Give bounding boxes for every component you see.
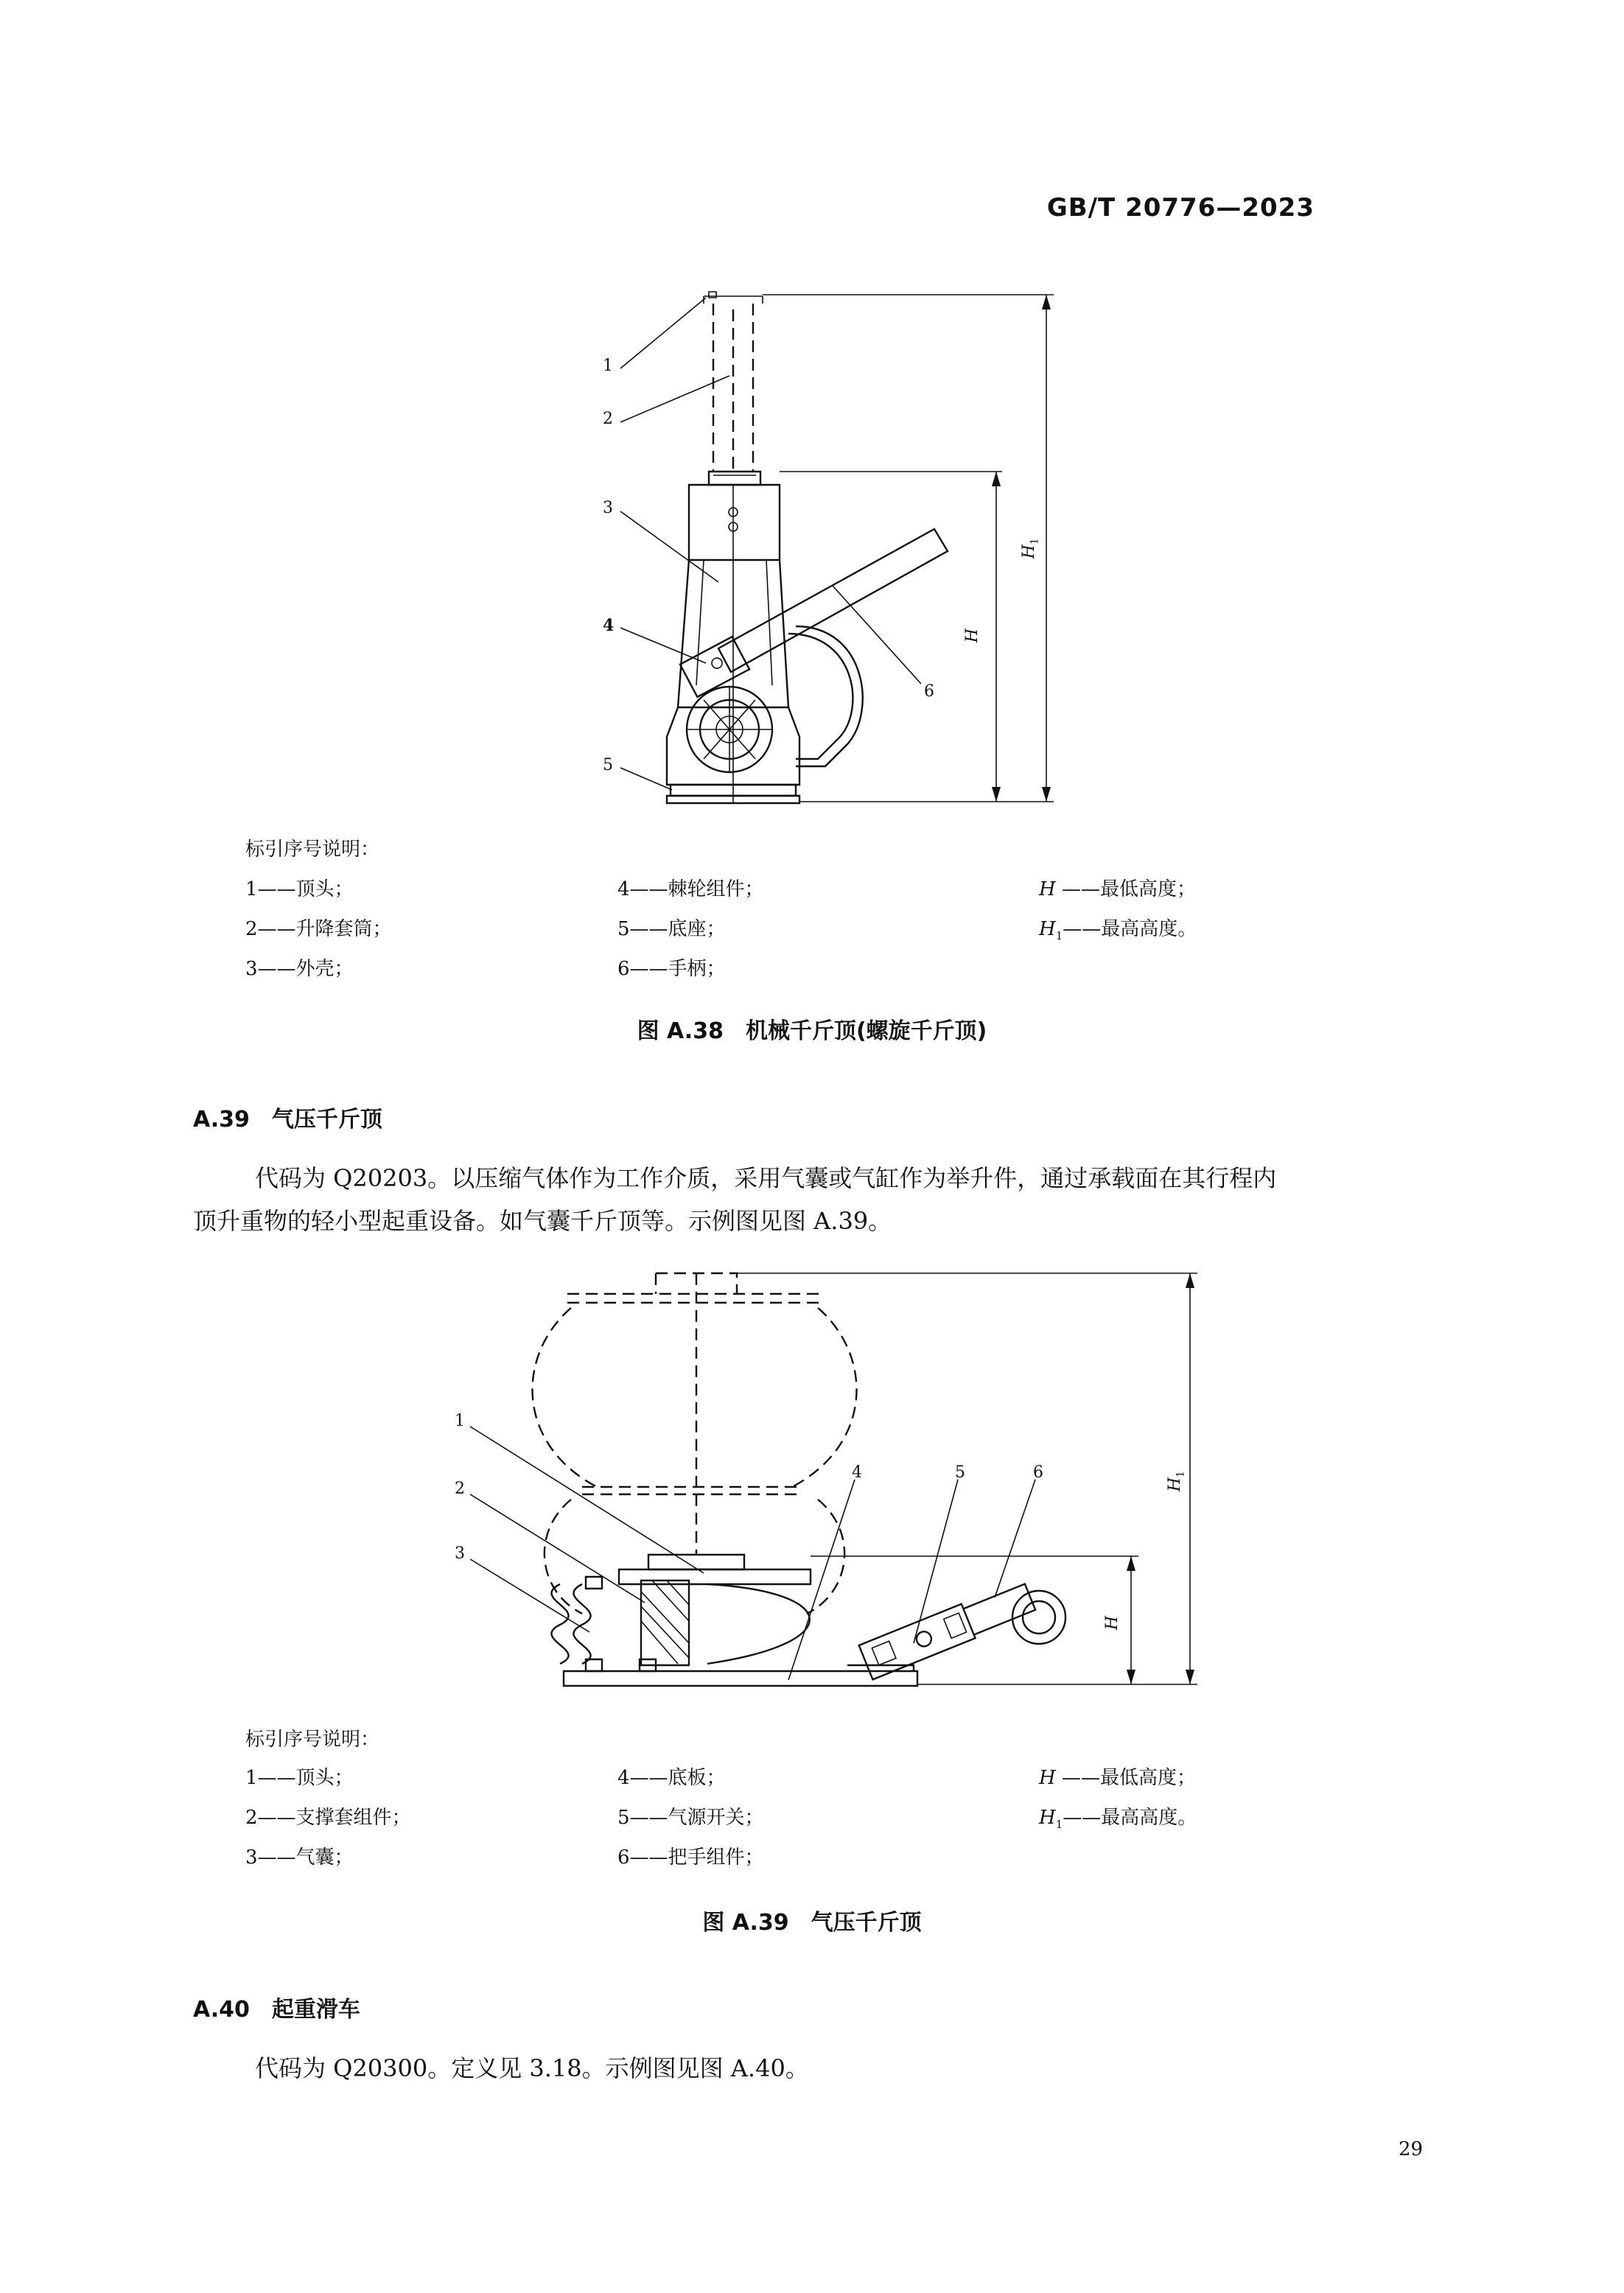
fig38-legend-item: 1——顶头；	[245, 878, 354, 900]
fig38-legend-item: 6——手柄；	[617, 958, 726, 980]
fig39-callout-6: 6	[1033, 1463, 1043, 1482]
fig39-legend-item: 6——把手组件；	[617, 1846, 764, 1869]
fig38-callout-2: 2	[603, 410, 613, 428]
fig38-callout-5: 5	[603, 756, 613, 774]
fig38-callout-1: 1	[603, 357, 613, 375]
fig38-legend-item: 4——棘轮组件；	[617, 878, 764, 900]
fig38-callout-6: 6	[924, 682, 934, 701]
fig39-legend-item: H ——最低高度；	[1039, 1767, 1196, 1789]
fig38-dim-h: H	[963, 628, 982, 643]
fig39-legend-item: $H_1——$最高高度。	[1039, 1807, 1197, 1832]
fig39-callout-5: 5	[955, 1463, 965, 1482]
section-a40-paragraph: 代码为 Q20300。定义见 3.18。示例图见图 A.40。	[255, 2054, 809, 2082]
section-heading-a39: A.39 气压千斤顶	[193, 1107, 382, 1133]
fig39-dim-h1: $H_1$	[1165, 1471, 1187, 1492]
standard-code: GB/T 20776—2023	[1046, 193, 1315, 223]
fig39-legend-item: 5——气源开关；	[617, 1807, 764, 1829]
section-a39-paragraph-line1: 代码为 Q20203。以压缩气体作为工作介质，采用气囊或气缸作为举升件，通过承载面在其行程内	[255, 1164, 1277, 1192]
fig38-legend-item: $H_1——$最高高度。	[1039, 918, 1197, 943]
fig38-legend-item: 5——底座；	[617, 918, 726, 940]
fig39-legend-title: 标引序号说明：	[245, 1729, 380, 1751]
fig39-callout-3: 3	[455, 1544, 465, 1563]
fig39-caption: 图 A.39 气压千斤顶	[702, 1910, 922, 1936]
fig39-legend-item: 2——支撑套组件；	[245, 1807, 411, 1829]
figure-a38-drawing	[575, 280, 1091, 811]
fig38-legend-item: 3——外壳；	[245, 958, 354, 980]
fig39-dim-h: H	[1103, 1615, 1122, 1631]
fig39-callout-1: 1	[455, 1412, 465, 1430]
page-number: 29	[1399, 2138, 1424, 2160]
figure-a39-drawing	[435, 1253, 1231, 1717]
fig38-legend-title: 标引序号说明：	[245, 839, 380, 861]
fig39-legend-item: 4——底板；	[617, 1767, 726, 1789]
fig39-callout-4: 4	[852, 1463, 862, 1482]
fig39-callout-2: 2	[455, 1480, 465, 1498]
fig38-legend-item: H ——最低高度；	[1039, 878, 1196, 900]
fig39-legend-item: 1——顶头；	[245, 1767, 354, 1789]
fig38-caption: 图 A.38 机械千斤顶(螺旋千斤顶)	[637, 1018, 987, 1044]
fig39-legend-item: 3——气囊；	[245, 1846, 354, 1869]
section-heading-a40: A.40 起重滑车	[193, 1997, 360, 2023]
section-a39-paragraph-line2: 顶升重物的轻小型起重设备。如气囊千斤顶等。示例图见图 A.39。	[193, 1207, 892, 1235]
fig38-legend-item: 2——升降套筒；	[245, 918, 392, 940]
fig38-callout-4: 4	[603, 616, 615, 635]
fig38-callout-3: 3	[603, 499, 613, 517]
fig38-dim-h1: $H_1$	[1019, 538, 1041, 559]
